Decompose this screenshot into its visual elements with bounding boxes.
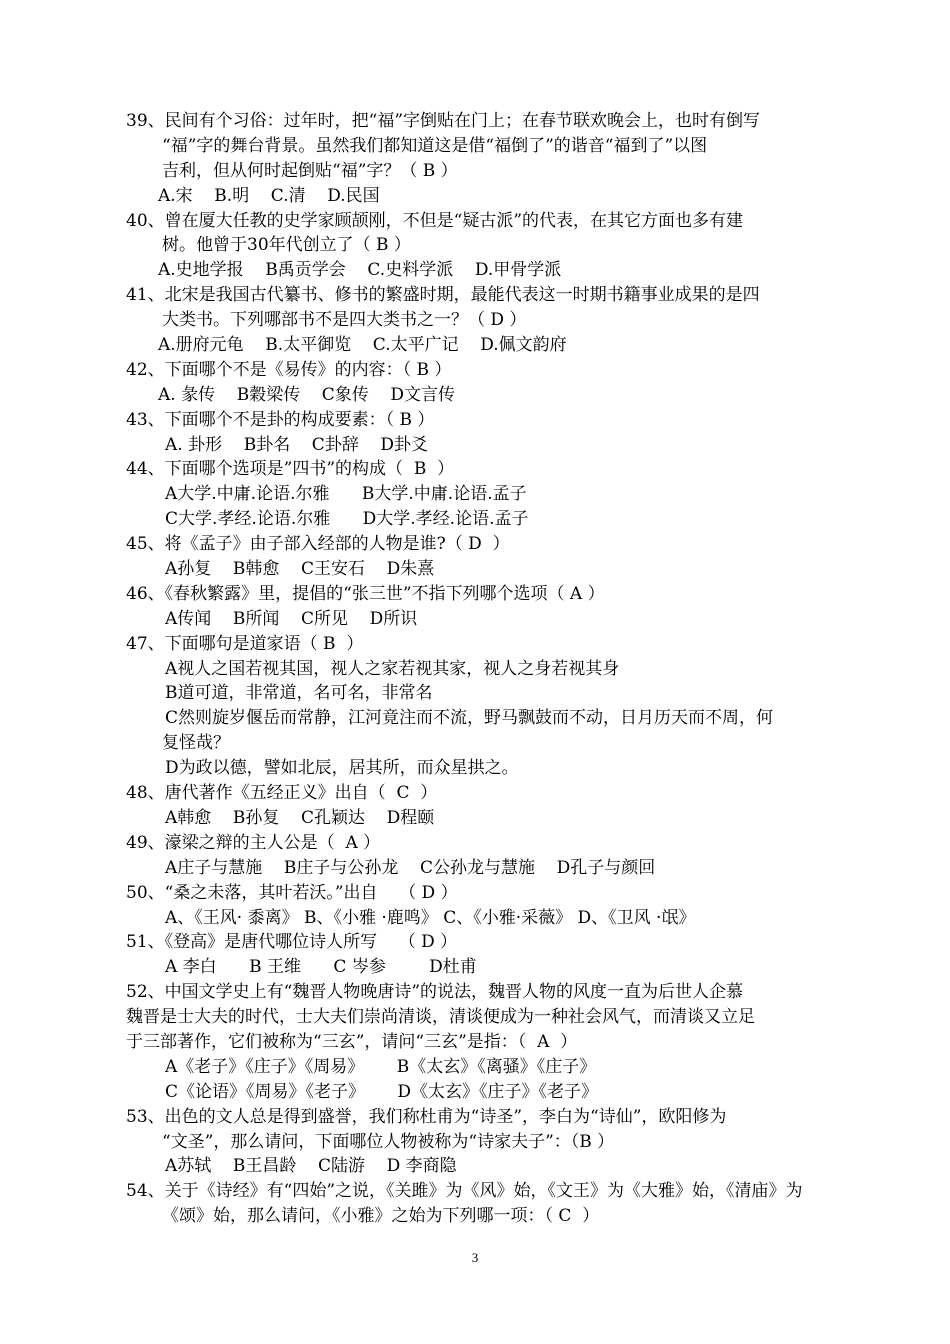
page-number: 3 — [471, 1250, 479, 1265]
text-line: A.宋 B.明 C.清 D.民国 — [158, 185, 380, 206]
text-line: 46、《春秋繁露》里，提倡的“张三世”不指下列哪个选项（ A ） — [126, 583, 605, 604]
text-line: 魏晋是士大夫的时代，士大夫们崇尚清谈，清谈便成为一种社会风气，而清谈又立足 — [126, 1007, 755, 1028]
text-line: 54、关于《诗经》有“四始”之说，《关雎》为《风》始，《文王》为《大雅》始，《清庙》为 — [126, 1181, 803, 1202]
text-line: A 李白 B 王维 C 岑参 D杜甫 — [165, 957, 477, 978]
text-line: A孙复 B韩愈 C王安石 D朱熹 — [165, 559, 435, 580]
text-line: 41、北宋是我国古代纂书、修书的繁盛时期，最能代表这一时期书籍事业成果的是四 — [126, 285, 760, 306]
text-line: 43、下面哪个不是卦的构成要素：（ B ） — [126, 409, 435, 430]
text-line: A传闻 B所闻 C所见 D所识 — [165, 608, 418, 629]
text-line: A.史地学报 B禹贡学会 C.史料学派 D.甲骨学派 — [158, 260, 562, 281]
text-line: A苏轼 B王昌龄 C陆游 D 李商隐 — [165, 1156, 457, 1177]
text-line: 44、下面哪个选项是”四书”的构成（ B ） — [126, 459, 455, 480]
text-line: C《论语》《周易》《老子》 D《太玄》《庄子》《老子》 — [165, 1081, 599, 1102]
text-line: 复怪哉？ — [162, 733, 230, 754]
text-line: 42、下面哪个不是《易传》的内容：（ B ） — [126, 359, 452, 380]
text-line: A大学.中庸.论语.尔雅 B大学.中庸.论语.孟子 — [165, 484, 527, 505]
text-line: 树。他曾于30年代创立了（ B ） — [162, 235, 411, 256]
text-line: D为政以德，譬如北辰，居其所，而众星拱之。 — [165, 758, 519, 779]
text-line: A庄子与慧施 B庄子与公孙龙 C公孙龙与慧施 D孔子与颜回 — [165, 857, 656, 878]
text-line: 51、《登高》是唐代哪位诗人所写 （ D ） — [126, 932, 458, 953]
text-line: 《颂》始，那么请问，《小雅》之始为下列哪一项：（ C ） — [162, 1206, 600, 1227]
text-line: 48、唐代著作《五经正义》出自（ C ） — [126, 783, 438, 804]
text-line: A视人之国若视其国，视人之家若视其家，视人之身若视其身 — [165, 658, 620, 679]
text-line: A. 卦形 B卦名 C卦辞 D卦爻 — [165, 434, 429, 455]
text-line: 50、“桑之未落，其叶若沃。”出自 （ D ） — [126, 882, 458, 903]
text-line: A韩愈 B孙复 C孔颖达 D程颐 — [165, 807, 435, 828]
text-line: C大学.孝经.论语.尔雅 D大学.孝经.论语.孟子 — [165, 509, 529, 530]
text-line: 49、濠梁之辩的主人公是（ A ） — [126, 832, 381, 853]
text-line: C然则旋岁偃岳而常静，江河竟注而不流，野马飘鼓而不动，日月历天而不周，何 — [165, 708, 774, 729]
text-line: 53、出色的文人总是得到盛誉，我们称杜甫为“诗圣”，李白为“诗仙”，欧阳修为 — [126, 1106, 727, 1127]
text-line: 39、民间有个习俗：过年时，把“福”字倒贴在门上；在春节联欢晚会上，也时有倒写 — [126, 111, 761, 131]
text-line: B道可道，非常道，名可名，非常名 — [165, 683, 433, 704]
text-line: 大类书。下列哪部书不是四大类书之一？（ D ） — [162, 310, 527, 331]
text-line: 52、中国文学史上有“魏晋人物晚唐诗”的说法，魏晋人物的风度一直为后世人企慕 — [126, 982, 744, 1003]
text-line: A、《王风· 黍离》 B、《小雅 ·鹿鸣》 C、《小雅·采薇》 D、《卫风 ·氓》 — [165, 907, 696, 928]
text-line: 45、将《孟子》由子部入经部的人物是谁?（ D ） — [126, 534, 510, 555]
text-line: A. 彖传 B穀梁传 C象传 D文言传 — [158, 384, 456, 405]
text-line: A《老子》《庄子》《周易》 B《太玄》《离骚》《庄子》 — [165, 1056, 597, 1077]
text-line: “文圣”，那么请问，下面哪位人物被称为“诗家夫子”：（B ） — [162, 1131, 615, 1152]
text-line: 40、曾在厦大任教的史学家顾颉刚，不但是“疑古派”的代表，在其它方面也多有建 — [126, 210, 744, 231]
text-line: “福”字的舞台背景。虽然我们都知道这是借“福倒了”的谐音“福到了”以图 — [162, 135, 708, 156]
text-line: 于三部著作，它们被称为“三玄”，请问“三玄”是指：（ A ） — [126, 1031, 578, 1052]
text-line: A.册府元龟 B.太平御览 C.太平广记 D.佩文韵府 — [158, 335, 567, 356]
question-list — [0, 109, 950, 1229]
text-line: 47、下面哪句是道家语（ B ） — [126, 633, 364, 654]
text-line: 吉利，但从何时起倒贴“福”字？（ B ） — [162, 160, 458, 181]
